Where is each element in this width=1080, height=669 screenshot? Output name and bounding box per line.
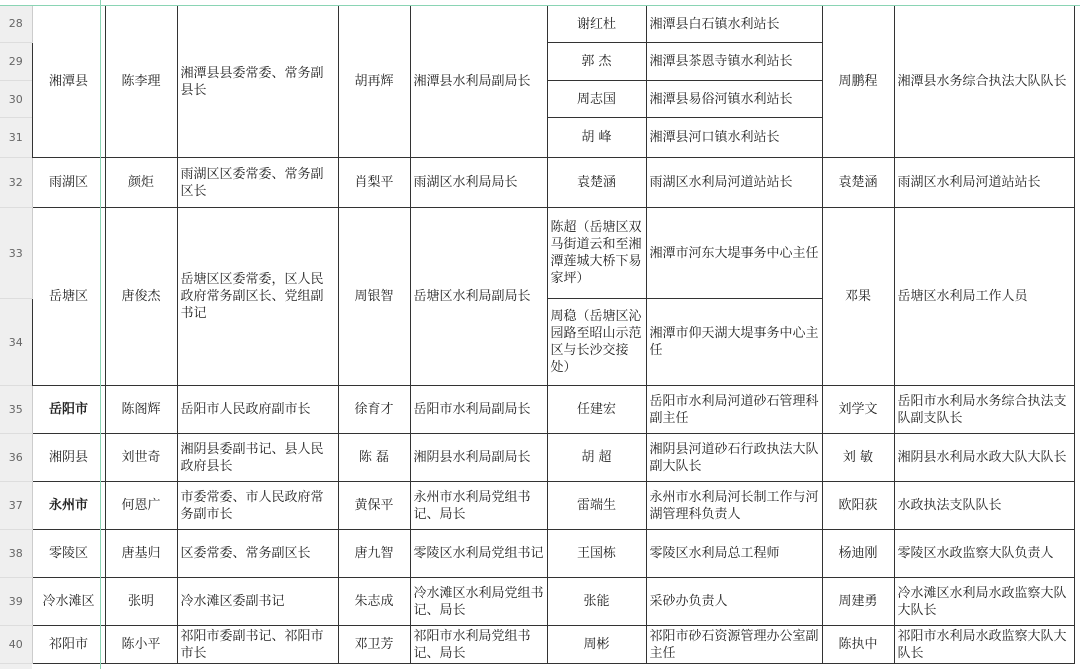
cell-leader-title[interactable]: 祁阳市委副书记、祁阳市市长 [177,626,338,664]
cell-leader-name[interactable]: 陈李理 [105,6,177,158]
cell-station-name[interactable]: 雷端生 [547,482,646,530]
cell-director-title[interactable]: 湘潭县水利局副局长 [410,6,547,158]
cell-leader-name[interactable]: 刘世奇 [105,434,177,482]
cell-county[interactable]: 湘阴县 [32,434,105,482]
cell-station-name[interactable]: 任建宏 [547,386,646,434]
row-number-header[interactable]: 40 [0,626,32,664]
cell-supervisor-title[interactable]: 湘潭县水务综合执法大队队长 [894,6,1074,158]
river-chief-table [0,5,1075,664]
row-number-header[interactable]: 35 [0,386,32,434]
row-number-header[interactable]: 30 [0,81,32,118]
cell-supervisor-name[interactable]: 周建勇 [822,578,894,626]
cell-station-name[interactable]: 陈超（岳塘区双马街道云和至湘潭莲城大桥下易家坪） [547,208,646,299]
cell-station-title[interactable]: 采砂办负责人 [646,578,822,626]
table-row [0,626,1074,664]
cell-supervisor-name[interactable]: 陈执中 [822,626,894,664]
cell-director-name[interactable]: 陈 磊 [338,434,410,482]
cell-director-title[interactable]: 祁阳市水利局党组书记、局长 [410,626,547,664]
cell-supervisor-title[interactable]: 雨湖区水利局河道站站长 [894,158,1074,208]
cell-supervisor-name[interactable]: 刘学文 [822,386,894,434]
table-row [0,386,1074,434]
row-number-header[interactable]: 38 [0,530,32,578]
cell-leader-name[interactable]: 张明 [105,578,177,626]
cell-station-title[interactable]: 雨湖区水利局河道站站长 [646,158,822,208]
cell-station-title[interactable]: 湘潭县河口镇水利站长 [646,118,822,158]
cell-leader-title[interactable]: 冷水滩区委副书记 [177,578,338,626]
cell-station-name[interactable]: 张能 [547,578,646,626]
cell-leader-name[interactable]: 何恩广 [105,482,177,530]
cell-station-title[interactable]: 永州市水利局河长制工作与河湖管理科负责人 [646,482,822,530]
table-row [0,530,1074,578]
cell-director-title[interactable]: 湘阴县水利局副局长 [410,434,547,482]
cell-supervisor-title[interactable]: 水政执法支队队长 [894,482,1074,530]
row-number-header[interactable]: 37 [0,482,32,530]
cell-county[interactable]: 雨湖区 [32,158,105,208]
row-number-header[interactable]: 29 [0,43,32,81]
cell-director-name[interactable]: 肖梨平 [338,158,410,208]
cell-leader-name[interactable]: 唐俊杰 [105,208,177,386]
cell-station-name[interactable]: 周稳（岳塘区沁园路至昭山示范区与长沙交接处） [547,299,646,386]
cell-director-name[interactable]: 胡再辉 [338,6,410,158]
cell-county[interactable]: 冷水滩区 [32,578,105,626]
cell-station-title[interactable]: 湘潭县易俗河镇水利站长 [646,81,822,118]
cell-station-name[interactable]: 郭 杰 [547,43,646,81]
cell-director-name[interactable]: 周银智 [338,208,410,386]
cell-county[interactable]: 祁阳市 [32,626,105,664]
cell-supervisor-name[interactable]: 周鹏程 [822,6,894,158]
cell-station-title[interactable]: 湘潭县茶恩寺镇水利站长 [646,43,822,81]
cell-director-name[interactable]: 朱志成 [338,578,410,626]
cell-supervisor-title[interactable]: 冷水滩区水利局水政监察大队大队长 [894,578,1074,626]
cell-county[interactable]: 岳阳市 [32,386,105,434]
cell-station-name[interactable]: 胡 超 [547,434,646,482]
cell-director-name[interactable]: 黄保平 [338,482,410,530]
cell-station-name[interactable]: 谢红杜 [547,6,646,43]
cell-director-title[interactable]: 雨湖区水利局局长 [410,158,547,208]
cell-station-title[interactable]: 祁阳市砂石资源管理办公室副主任 [646,626,822,664]
row-number-header[interactable]: 31 [0,118,32,158]
cell-director-name[interactable]: 邓卫芳 [338,626,410,664]
cell-station-title[interactable]: 湘潭市河东大堤事务中心主任 [646,208,822,299]
cell-leader-name[interactable]: 陈阁辉 [105,386,177,434]
table-row [0,208,1074,299]
cell-station-title[interactable]: 岳阳市水利局河道砂石管理科副主任 [646,386,822,434]
selection-border-top [0,5,1080,6]
table-row [0,482,1074,530]
cell-director-title[interactable]: 冷水滩区水利局党组书记、局长 [410,578,547,626]
cell-leader-title[interactable]: 市委常委、市人民政府常务副市长 [177,482,338,530]
row-number-header[interactable]: 34 [0,299,32,386]
cell-station-title[interactable]: 湘阴县河道砂石行政执法大队副大队长 [646,434,822,482]
cell-supervisor-title[interactable]: 岳阳市水利局水务综合执法支队副支队长 [894,386,1074,434]
row-number-header[interactable]: 39 [0,578,32,626]
cell-director-title[interactable]: 零陵区水利局党组书记 [410,530,547,578]
cell-station-title[interactable]: 零陵区水利局总工程师 [646,530,822,578]
cell-director-title[interactable]: 岳塘区水利局副局长 [410,208,547,386]
cell-leader-title[interactable]: 湘阴县委副书记、县人民政府县长 [177,434,338,482]
cell-supervisor-title[interactable]: 湘阴县水利局水政大队大队长 [894,434,1074,482]
cell-station-name[interactable]: 周志国 [547,81,646,118]
cell-supervisor-name[interactable]: 杨迪刚 [822,530,894,578]
cell-station-title[interactable]: 湘潭市仰天湖大堤事务中心主任 [646,299,822,386]
cell-supervisor-name[interactable]: 刘 敏 [822,434,894,482]
cell-director-name[interactable]: 徐育才 [338,386,410,434]
cell-director-title[interactable]: 岳阳市水利局副局长 [410,386,547,434]
cell-county[interactable]: 湘潭县 [32,6,105,158]
row-number-header[interactable]: 32 [0,158,32,208]
row-number-header[interactable]: 33 [0,208,32,299]
cell-leader-title[interactable]: 岳阳市人民政府副市长 [177,386,338,434]
row-number-header[interactable]: 36 [0,434,32,482]
cell-county[interactable]: 岳塘区 [32,208,105,386]
cell-station-name[interactable]: 王国栋 [547,530,646,578]
cell-leader-name[interactable]: 陈小平 [105,626,177,664]
cell-leader-name[interactable]: 颜炬 [105,158,177,208]
cell-leader-title[interactable]: 岳塘区区委常委，区人民政府常务副区长、党组副书记 [177,208,338,386]
row-number-header[interactable]: 28 [0,6,32,43]
cell-station-name[interactable]: 胡 峰 [547,118,646,158]
selection-border-column [100,0,101,669]
cell-supervisor-title[interactable]: 岳塘区水利局工作人员 [894,208,1074,386]
table-row [0,6,1074,43]
cell-leader-title[interactable]: 雨湖区区委常委、常务副区长 [177,158,338,208]
cell-county[interactable]: 零陵区 [32,530,105,578]
cell-director-title[interactable]: 永州市水利局党组书记、局长 [410,482,547,530]
table-row [0,434,1074,482]
cell-supervisor-name[interactable]: 袁楚涵 [822,158,894,208]
cell-leader-title[interactable]: 湘潭县县委常委、常务副县长 [177,6,338,158]
cell-station-name[interactable]: 周彬 [547,626,646,664]
cell-supervisor-title[interactable]: 零陵区水政监察大队负责人 [894,530,1074,578]
cell-station-title[interactable]: 湘潭县白石镇水利站长 [646,6,822,43]
cell-supervisor-title[interactable]: 祁阳市水利局水政监察大队大队长 [894,626,1074,664]
spreadsheet-grid[interactable] [0,5,1075,664]
cell-leader-title[interactable]: 区委常委、常务副区长 [177,530,338,578]
cell-leader-name[interactable]: 唐基归 [105,530,177,578]
cell-supervisor-name[interactable]: 欧阳荻 [822,482,894,530]
cell-county[interactable]: 永州市 [32,482,105,530]
table-row [0,578,1074,626]
cell-supervisor-name[interactable]: 邓果 [822,208,894,386]
cell-director-name[interactable]: 唐九智 [338,530,410,578]
table-row [0,158,1074,208]
cell-station-name[interactable]: 袁楚涵 [547,158,646,208]
